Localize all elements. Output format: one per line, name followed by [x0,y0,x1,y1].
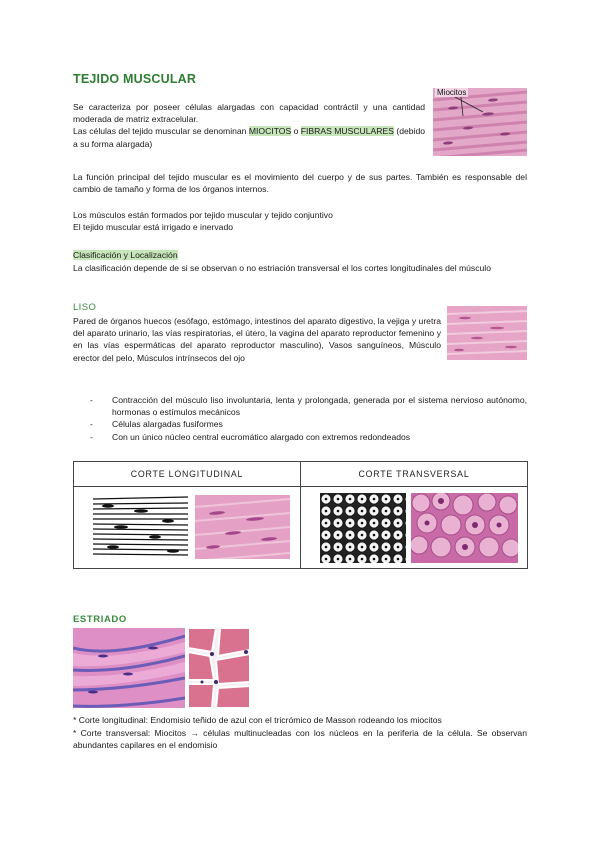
corte-longitudinal-header: CORTE LONGITUDINAL [74,462,301,487]
liso-text: Pared de órganos huecos (esófago, estómago, intestinos del aparato digestivo, la vejiga y uretra del aparato urinario, las vías respiratorias, el útero, la vagina del aparato reproductor femenino y en las vías espermáticas del aparato reproductor masculino), Vasos sanguíneos, Músculo erector del pelo, Músculos intrínsecos del ojo [73,316,441,363]
intro-paragraph [73,101,425,150]
transversal-drawing [320,493,406,563]
miocitos-label: Miocitos [437,88,467,97]
longitudinal-drawing [93,495,188,559]
estriado-note-2: * Corte transversal: Miocitos → células multinucleadas con los núcleos en la periferia de la célula. Se observan abundantes capilares en el endomisio [73,728,527,751]
liso-image [447,306,527,360]
estriado-longitudinal-image [73,628,185,708]
fibras-highlight: FIBRAS MUSCULARES [300,126,394,137]
corte-table [73,461,528,569]
intro-line-2-post: (debido a su forma alargada) [73,126,426,149]
estriado-note-1: * Corte longitudinal: Endomisio teñido de azul con el tricrómico de Masson rodeando los miocitos [73,715,442,725]
corte-longitudinal-cell [74,487,301,569]
clasificacion-heading: Clasificación y Localización [73,250,178,260]
miocitos-image [433,88,527,156]
liso-heading: LISO [73,302,97,313]
list-item: - Con un único núcleo central eucromático alargado con extremos redondeados [90,431,411,442]
corte-transversal-header: CORTE TRANSVERSAL [301,462,528,487]
miocitos-highlight: MIOCITOS [248,126,292,137]
liso-bullet-list [90,394,527,443]
page-title: TEJIDO MUSCULAR [73,72,197,86]
clasificacion-text: La clasificación depende de si se observan o no estriación transversal el los cortes longitudinales del músculo [73,263,491,273]
formacion-paragraph [73,209,527,233]
corte-transversal-cell [301,487,528,569]
transversal-micrograph [411,493,518,563]
intro-line-2-mid: o [291,126,301,137]
intro-line-2-pre: Las células del tejido muscular se denominan [73,126,249,137]
list-item: - Células alargadas fusiformes [90,419,223,430]
intro-line-1: Se caracteriza por poseer células alargadas con capacidad contráctil y una cantidad moderada de matriz extracelular. [73,102,425,125]
estriado-heading: ESTRIADO [73,614,127,625]
funcion-paragraph: La función principal del tejido muscular es el movimiento del cuerpo y de sus partes. También es responsable del cambio de tamaño y forma de los órganos internos. [73,172,527,195]
longitudinal-micrograph [195,495,290,559]
formacion-line-1: Los músculos están formados por tejido muscular y tejido conjuntivo [73,210,333,220]
formacion-line-2: El tejido muscular está irrigado e inervado [73,222,234,233]
estriado-transversal-image [188,628,250,708]
list-item: - Contracción del músculo liso involuntaria, lenta y prolongada, generada por el sistema nervioso autónomo, hormonas o estímulos mecánicos [90,395,527,418]
